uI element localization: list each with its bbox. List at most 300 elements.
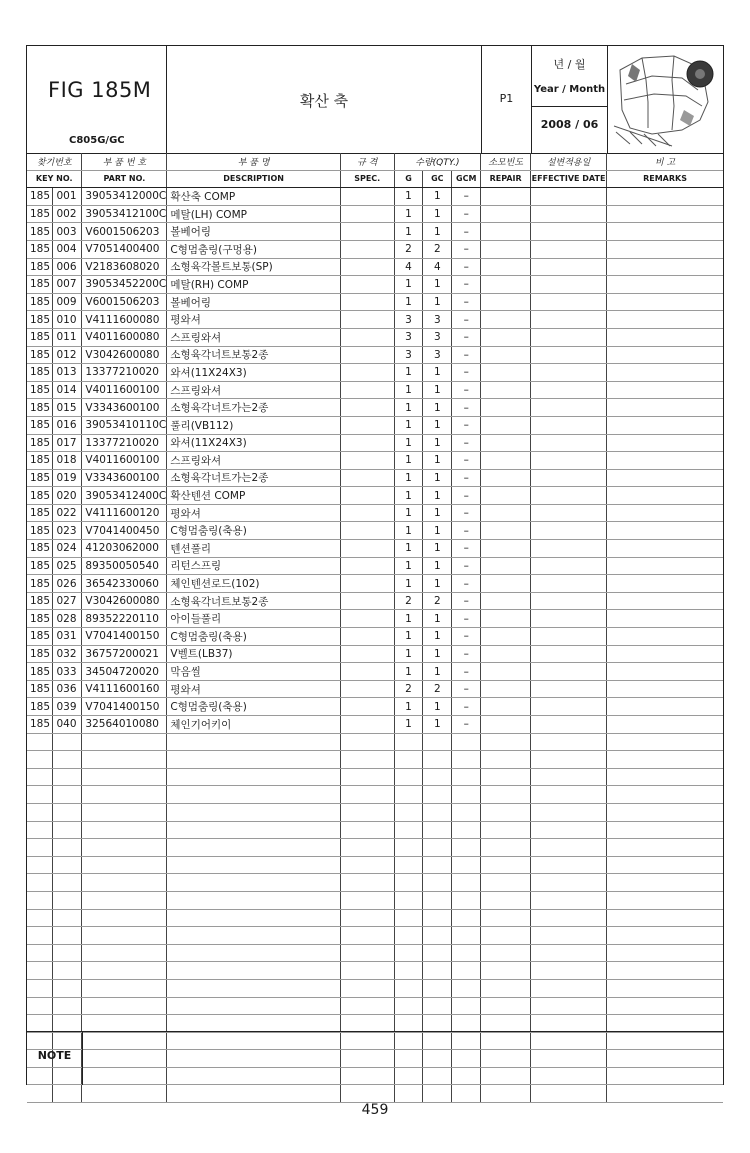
cell-empty: [531, 416, 607, 434]
cell-gc: 1: [423, 557, 452, 575]
table-row: [27, 311, 723, 329]
cell-empty: [481, 962, 531, 980]
parts-rows: [27, 188, 723, 1103]
cell-empty: [607, 645, 723, 663]
cell-part: V6001506203: [82, 223, 167, 241]
cell-empty: [27, 927, 53, 945]
cell-g: 1: [394, 434, 423, 452]
cell-key: 014: [53, 381, 82, 399]
table-row: [27, 205, 723, 223]
cell-empty: [481, 891, 531, 909]
cell-empty: [423, 821, 452, 839]
cell-empty: [531, 768, 607, 786]
cell-part: V4111600160: [82, 680, 167, 698]
cell-empty: [53, 909, 82, 927]
empty-table-row: [27, 856, 723, 874]
cell-empty: [481, 803, 531, 821]
cell-empty: [340, 328, 394, 346]
cell-gc: 1: [423, 188, 452, 206]
cell-key: 001: [53, 188, 82, 206]
cell-empty: [607, 469, 723, 487]
cell-empty: [340, 276, 394, 294]
page-number: 459: [361, 1102, 389, 1118]
cell-g: 1: [394, 610, 423, 628]
cell-empty: [340, 891, 394, 909]
cell-empty: [531, 469, 607, 487]
cell-empty: [423, 979, 452, 997]
cell-empty: [27, 803, 53, 821]
cell-empty: [481, 768, 531, 786]
cell-empty: [481, 1085, 531, 1103]
cell-empty: [531, 909, 607, 927]
cell-empty: [82, 874, 167, 892]
cell-desc: 볼베어링: [167, 293, 340, 311]
cell-gcm: –: [452, 311, 481, 329]
cell-key: 033: [53, 663, 82, 681]
cell-empty: [531, 434, 607, 452]
cell-part: 39053452200C: [82, 276, 167, 294]
cell-key: 026: [53, 575, 82, 593]
table-row: [27, 293, 723, 311]
col-part-no-ko: 부 품 번 호: [82, 153, 167, 170]
empty-table-row: [27, 891, 723, 909]
cell-gcm: –: [452, 469, 481, 487]
cell-desc: 와셔(11X24X3): [167, 364, 340, 382]
cell-empty: [340, 434, 394, 452]
cell-gc: 1: [423, 487, 452, 505]
cell-empty: [82, 856, 167, 874]
cell-empty: [340, 997, 394, 1015]
cell-key: 003: [53, 223, 82, 241]
cell-empty: [481, 997, 531, 1015]
cell-empty: [452, 927, 481, 945]
cell-empty: [167, 751, 340, 769]
cell-g: 1: [394, 188, 423, 206]
cell-empty: [531, 311, 607, 329]
cell-gcm: –: [452, 293, 481, 311]
cell-empty: [423, 786, 452, 804]
cell-empty: [53, 803, 82, 821]
figure-cell: [27, 46, 167, 153]
cell-part: 13377210020: [82, 434, 167, 452]
cell-empty: [607, 592, 723, 610]
empty-table-row: [27, 874, 723, 892]
cell-g: 4: [394, 258, 423, 276]
cell-empty: [167, 768, 340, 786]
cell-empty: [27, 768, 53, 786]
cell-empty: [452, 874, 481, 892]
cell-empty: [167, 909, 340, 927]
cell-key: 011: [53, 328, 82, 346]
cell-gcm: –: [452, 223, 481, 241]
cell-empty: [340, 364, 394, 382]
cell-desc: 와셔(11X24X3): [167, 434, 340, 452]
cell-empty: [531, 1085, 607, 1103]
cell-empty: [340, 293, 394, 311]
cell-key: 039: [53, 698, 82, 716]
cell-empty: [531, 205, 607, 223]
cell-empty: [452, 891, 481, 909]
cell-empty: [607, 962, 723, 980]
cell-g: 1: [394, 364, 423, 382]
cell-empty: [531, 927, 607, 945]
cell-empty: [394, 874, 423, 892]
cell-empty: [452, 856, 481, 874]
cell-key: 010: [53, 311, 82, 329]
cell-fig: 185: [27, 346, 53, 364]
cell-fig: 185: [27, 716, 53, 734]
empty-table-row: [27, 909, 723, 927]
cell-part: 39053412100C: [82, 205, 167, 223]
cell-empty: [340, 962, 394, 980]
table-row: [27, 188, 723, 206]
table-row: [27, 346, 723, 364]
col-remarks: REMARKS: [607, 170, 723, 188]
machine-illustration-cell: [608, 46, 725, 153]
cell-empty: [531, 487, 607, 505]
cell-empty: [53, 1085, 82, 1103]
cell-desc: 소형육각너트가는2종: [167, 469, 340, 487]
cell-empty: [531, 874, 607, 892]
cell-empty: [394, 768, 423, 786]
empty-table-row: [27, 733, 723, 751]
cell-empty: [481, 223, 531, 241]
cell-empty: [82, 751, 167, 769]
cell-gc: 1: [423, 663, 452, 681]
cell-empty: [340, 645, 394, 663]
cell-empty: [394, 962, 423, 980]
cell-empty: [82, 1015, 167, 1033]
cell-g: 1: [394, 469, 423, 487]
empty-table-row: [27, 768, 723, 786]
cell-gcm: –: [452, 240, 481, 258]
cell-empty: [607, 716, 723, 734]
cell-empty: [481, 909, 531, 927]
cell-empty: [82, 979, 167, 997]
cell-g: 1: [394, 698, 423, 716]
cell-empty: [82, 891, 167, 909]
cell-empty: [340, 258, 394, 276]
cell-empty: [481, 452, 531, 470]
cell-empty: [481, 944, 531, 962]
cell-empty: [423, 962, 452, 980]
cell-empty: [423, 909, 452, 927]
cell-gc: 1: [423, 522, 452, 540]
cell-empty: [481, 557, 531, 575]
cell-empty: [340, 205, 394, 223]
cell-empty: [340, 716, 394, 734]
cell-empty: [531, 328, 607, 346]
cell-fig: 185: [27, 645, 53, 663]
table-row: [27, 364, 723, 382]
cell-empty: [531, 381, 607, 399]
cell-desc: 확산축 COMP: [167, 188, 340, 206]
cell-empty: [607, 891, 723, 909]
cell-empty: [607, 205, 723, 223]
cell-empty: [607, 839, 723, 857]
cell-fig: 185: [27, 240, 53, 258]
cell-empty: [394, 803, 423, 821]
cell-empty: [340, 311, 394, 329]
cell-empty: [423, 856, 452, 874]
cell-empty: [167, 997, 340, 1015]
cell-empty: [481, 874, 531, 892]
table-row: [27, 557, 723, 575]
cell-fig: 185: [27, 663, 53, 681]
cell-empty: [27, 997, 53, 1015]
cell-fig: 185: [27, 452, 53, 470]
cell-empty: [423, 768, 452, 786]
cell-empty: [481, 645, 531, 663]
cell-gc: 1: [423, 381, 452, 399]
cell-empty: [481, 240, 531, 258]
cell-empty: [452, 1015, 481, 1033]
cell-empty: [481, 311, 531, 329]
table-row: [27, 540, 723, 558]
cell-empty: [340, 944, 394, 962]
empty-table-row: [27, 944, 723, 962]
table-row: [27, 663, 723, 681]
cell-desc: C형멈춤링(축용): [167, 698, 340, 716]
cell-gcm: –: [452, 575, 481, 593]
cell-empty: [340, 927, 394, 945]
cell-g: 1: [394, 716, 423, 734]
table-row: [27, 645, 723, 663]
cell-part: V2183608020: [82, 258, 167, 276]
cell-fig: 185: [27, 628, 53, 646]
cell-empty: [481, 786, 531, 804]
cell-empty: [394, 979, 423, 997]
cell-part: 13377210020: [82, 364, 167, 382]
cell-empty: [452, 821, 481, 839]
cell-gc: 1: [423, 364, 452, 382]
cell-g: 1: [394, 381, 423, 399]
cell-empty: [531, 364, 607, 382]
cell-empty: [27, 786, 53, 804]
cell-empty: [53, 944, 82, 962]
cell-desc: C형멈춤링(축용): [167, 628, 340, 646]
cell-empty: [340, 346, 394, 364]
cell-empty: [607, 522, 723, 540]
cell-empty: [423, 874, 452, 892]
cell-empty: [340, 469, 394, 487]
cell-part: V4011600100: [82, 381, 167, 399]
cell-g: 1: [394, 452, 423, 470]
cell-empty: [340, 522, 394, 540]
cell-g: 2: [394, 680, 423, 698]
cell-empty: [607, 293, 723, 311]
cell-empty: [607, 997, 723, 1015]
cell-empty: [340, 540, 394, 558]
cell-empty: [53, 891, 82, 909]
cell-empty: [82, 803, 167, 821]
cell-empty: [340, 768, 394, 786]
cell-empty: [481, 927, 531, 945]
table-row: [27, 487, 723, 505]
cell-part: V7041400150: [82, 628, 167, 646]
cell-empty: [82, 962, 167, 980]
cell-empty: [53, 927, 82, 945]
table-row: [27, 610, 723, 628]
cell-gcm: –: [452, 645, 481, 663]
cell-empty: [167, 733, 340, 751]
cell-fig: 185: [27, 188, 53, 206]
cell-empty: [53, 839, 82, 857]
cell-empty: [531, 751, 607, 769]
cell-desc: 막음씰: [167, 663, 340, 681]
cell-part: 41203062000: [82, 540, 167, 558]
cell-g: 1: [394, 575, 423, 593]
cell-empty: [607, 504, 723, 522]
cell-g: 3: [394, 346, 423, 364]
note-section: [27, 1031, 723, 1085]
col-qty-ko: 수량(QTY.): [394, 153, 481, 170]
cell-empty: [607, 311, 723, 329]
table-row: [27, 698, 723, 716]
cell-empty: [53, 874, 82, 892]
cell-empty: [607, 346, 723, 364]
cell-empty: [167, 979, 340, 997]
cell-desc: 아이들풀리: [167, 610, 340, 628]
table-row: [27, 522, 723, 540]
cell-gc: 1: [423, 452, 452, 470]
cell-part: 36542330060: [82, 575, 167, 593]
cell-empty: [531, 540, 607, 558]
cell-desc: 체인기어키이: [167, 716, 340, 734]
cell-g: 1: [394, 628, 423, 646]
table-row: [27, 434, 723, 452]
page-code-cell: [482, 46, 532, 153]
cell-desc: 스프링와셔: [167, 381, 340, 399]
cell-empty: [481, 663, 531, 681]
sheet-header: [27, 46, 723, 154]
cell-gc: 3: [423, 328, 452, 346]
cell-empty: [607, 944, 723, 962]
cell-empty: [481, 258, 531, 276]
cell-empty: [53, 856, 82, 874]
cell-empty: [531, 399, 607, 417]
cell-empty: [607, 733, 723, 751]
cell-empty: [531, 716, 607, 734]
cell-fig: 185: [27, 434, 53, 452]
cell-desc: 메탈(RH) COMP: [167, 276, 340, 294]
cell-empty: [82, 821, 167, 839]
cell-part: 39053412000C: [82, 188, 167, 206]
cell-fig: 185: [27, 223, 53, 241]
cell-empty: [607, 557, 723, 575]
cell-empty: [481, 628, 531, 646]
cell-empty: [340, 381, 394, 399]
cell-empty: [481, 381, 531, 399]
cell-part: 34504720020: [82, 663, 167, 681]
cell-empty: [340, 557, 394, 575]
cell-gcm: –: [452, 610, 481, 628]
cell-empty: [340, 979, 394, 997]
cell-desc: 평와셔: [167, 311, 340, 329]
cell-empty: [531, 891, 607, 909]
cell-empty: [531, 557, 607, 575]
cell-gc: 1: [423, 504, 452, 522]
cell-part: V4011600100: [82, 452, 167, 470]
cell-empty: [481, 575, 531, 593]
cell-g: 1: [394, 663, 423, 681]
cell-empty: [607, 610, 723, 628]
empty-table-row: [27, 751, 723, 769]
cell-empty: [340, 575, 394, 593]
cell-empty: [340, 487, 394, 505]
cell-gc: 2: [423, 240, 452, 258]
cell-gcm: –: [452, 328, 481, 346]
cell-empty: [531, 504, 607, 522]
cell-empty: [531, 680, 607, 698]
cell-empty: [340, 803, 394, 821]
cell-part: V4111600080: [82, 311, 167, 329]
table-row: [27, 628, 723, 646]
cell-empty: [340, 1085, 394, 1103]
cell-desc: 메탈(LH) COMP: [167, 205, 340, 223]
cell-desc: 소형육각너트가는2종: [167, 399, 340, 417]
table-row: [27, 416, 723, 434]
year-month-divider: [532, 106, 607, 107]
cell-empty: [82, 768, 167, 786]
cell-part: V7041400450: [82, 522, 167, 540]
cell-empty: [481, 680, 531, 698]
cell-gc: 1: [423, 716, 452, 734]
cell-empty: [531, 1015, 607, 1033]
cell-empty: [481, 487, 531, 505]
cell-empty: [340, 610, 394, 628]
title-cell: [167, 46, 482, 153]
cell-empty: [340, 751, 394, 769]
cell-empty: [167, 1085, 340, 1103]
cell-fig: 185: [27, 364, 53, 382]
cell-empty: [27, 874, 53, 892]
cell-empty: [531, 733, 607, 751]
cell-gcm: –: [452, 364, 481, 382]
cell-key: 002: [53, 205, 82, 223]
table-row: [27, 381, 723, 399]
cell-empty: [53, 979, 82, 997]
cell-empty: [531, 592, 607, 610]
cell-gc: 1: [423, 540, 452, 558]
cell-empty: [167, 803, 340, 821]
cell-gc: 2: [423, 680, 452, 698]
cell-g: 1: [394, 540, 423, 558]
cell-g: 2: [394, 240, 423, 258]
cell-empty: [394, 997, 423, 1015]
cell-key: 012: [53, 346, 82, 364]
combine-harvester-icon: [612, 50, 720, 148]
cell-empty: [394, 821, 423, 839]
cell-empty: [452, 768, 481, 786]
year-month-cell: [532, 46, 608, 153]
cell-empty: [340, 856, 394, 874]
cell-g: 1: [394, 416, 423, 434]
cell-empty: [531, 452, 607, 470]
cell-empty: [481, 839, 531, 857]
cell-empty: [340, 399, 394, 417]
cell-empty: [27, 944, 53, 962]
cell-empty: [167, 874, 340, 892]
cell-empty: [481, 364, 531, 382]
year-month-label-ko: 년 / 월: [553, 58, 586, 71]
cell-empty: [53, 733, 82, 751]
cell-g: 1: [394, 205, 423, 223]
cell-empty: [531, 663, 607, 681]
cell-part: V6001506203: [82, 293, 167, 311]
cell-gc: 1: [423, 698, 452, 716]
cell-empty: [423, 891, 452, 909]
